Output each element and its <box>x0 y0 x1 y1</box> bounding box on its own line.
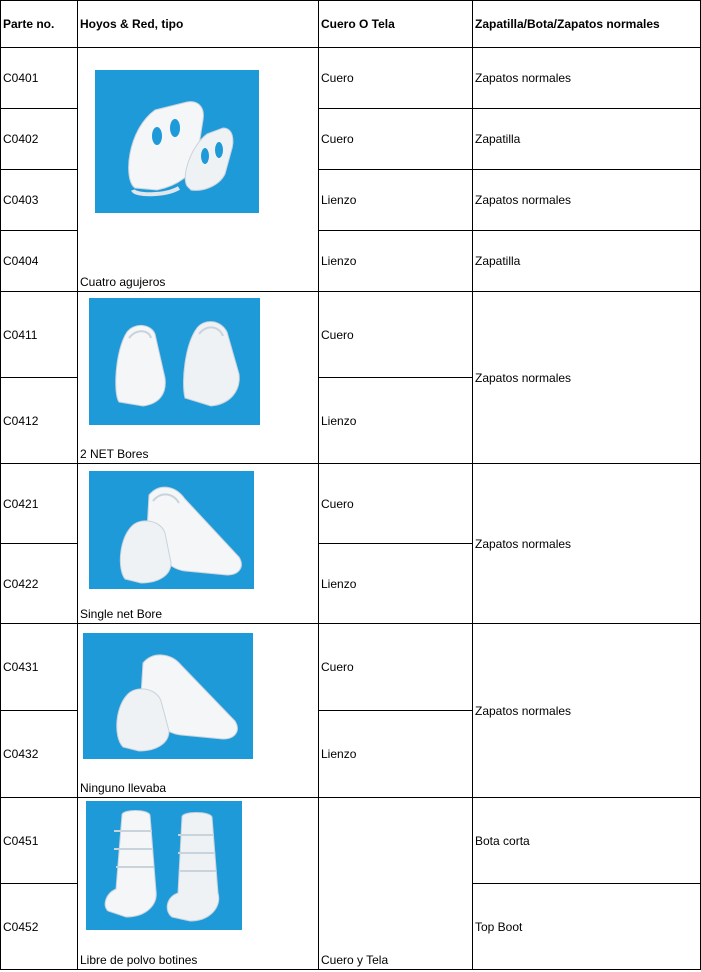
material-cell: Cuero <box>319 48 473 109</box>
material-cell: Lienzo <box>319 170 473 231</box>
material-cell: Lienzo <box>319 231 473 292</box>
header-row <box>1 1 701 48</box>
style-cell: Zapatos normales <box>473 624 701 798</box>
type-caption: Ninguno llevaba <box>80 781 167 795</box>
style-cell: Zapatos normales <box>473 292 701 464</box>
shoe-with-four-holes-photo <box>95 70 259 213</box>
header-part-no: Parte no. <box>1 1 78 48</box>
material-cell: Lienzo <box>319 711 473 798</box>
shoe-with-two-net-bores-photo <box>89 298 260 425</box>
style-cell: Zapatilla <box>473 109 701 170</box>
part-number: C0452 <box>1 884 78 970</box>
material-cell: Cuero y Tela <box>319 798 473 970</box>
part-number: C0422 <box>1 544 78 624</box>
type-caption: 2 NET Bores <box>80 447 149 461</box>
table-row <box>1 464 701 544</box>
header-type: Hoyos & Red, tipo <box>78 1 319 48</box>
style-cell: Bota corta <box>473 798 701 884</box>
material-cell: Cuero <box>319 624 473 711</box>
dust-free-boot-photo <box>86 801 242 930</box>
part-number: C0402 <box>1 109 78 170</box>
part-number: C0412 <box>1 378 78 464</box>
part-number: C0432 <box>1 711 78 798</box>
material-cell: Cuero <box>319 464 473 544</box>
type-cell <box>78 292 319 464</box>
style-cell: Zapatilla <box>473 231 701 292</box>
type-caption: Libre de polvo botines <box>80 953 198 967</box>
style-cell: Zapatos normales <box>473 170 701 231</box>
type-cell <box>78 798 319 970</box>
type-caption: Single net Bore <box>80 607 163 621</box>
table-row <box>1 48 701 109</box>
style-cell: Zapatos normales <box>473 464 701 624</box>
part-number: C0401 <box>1 48 78 109</box>
type-cell <box>78 464 319 624</box>
material-cell: Lienzo <box>319 378 473 464</box>
table-row <box>1 798 701 884</box>
type-cell <box>78 48 319 292</box>
material-cell: Cuero <box>319 292 473 378</box>
table-row <box>1 624 701 711</box>
part-number: C0403 <box>1 170 78 231</box>
part-number: C0404 <box>1 231 78 292</box>
table-row <box>1 292 701 378</box>
style-cell: Top Boot <box>473 884 701 970</box>
material-cell: Cuero <box>319 109 473 170</box>
shoe-with-single-net-bore-photo <box>89 471 254 589</box>
header-material: Cuero O Tela <box>319 1 473 48</box>
header-style: Zapatilla/Bota/Zapatos normales <box>473 1 701 48</box>
style-cell: Zapatos normales <box>473 48 701 109</box>
part-number: C0431 <box>1 624 78 711</box>
material-cell: Lienzo <box>319 544 473 624</box>
part-number: C0411 <box>1 292 78 378</box>
part-number: C0421 <box>1 464 78 544</box>
type-cell <box>78 624 319 798</box>
plain-shoe-photo <box>83 633 253 759</box>
part-number: C0451 <box>1 798 78 884</box>
type-caption: Cuatro agujeros <box>80 275 166 289</box>
